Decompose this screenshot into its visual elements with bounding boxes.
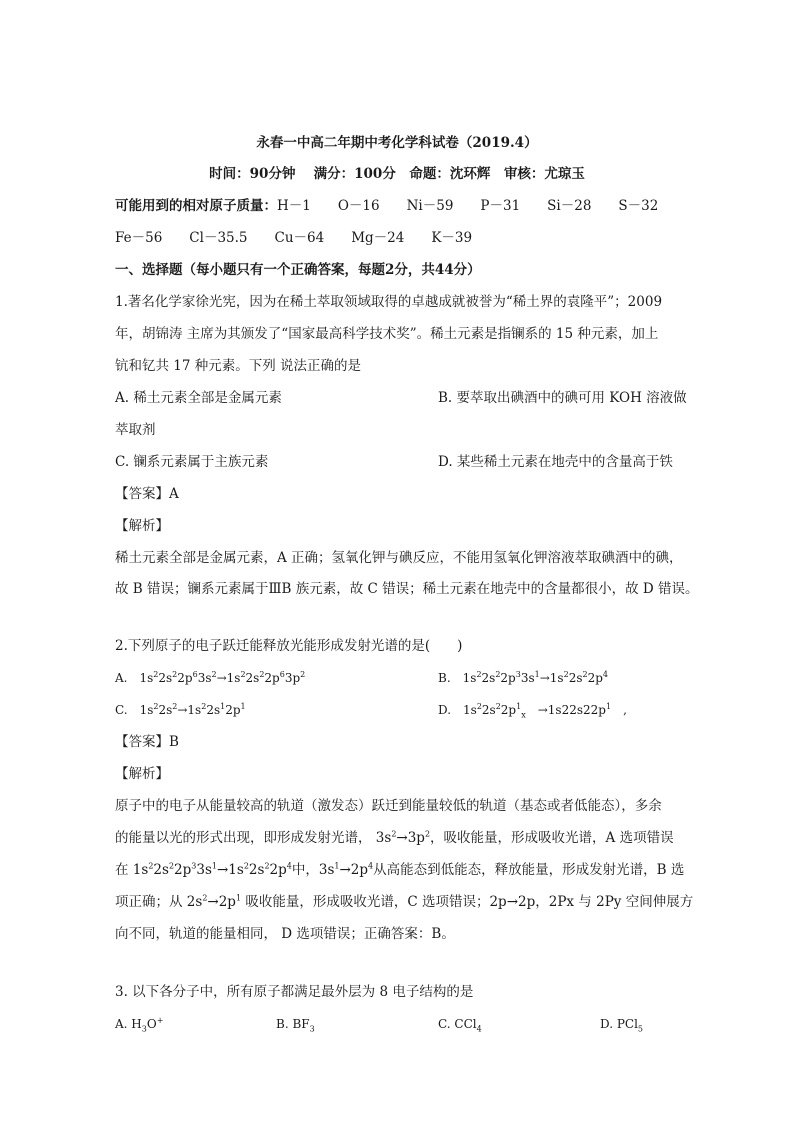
q2-analysis-label: 【解析】 bbox=[115, 766, 169, 782]
atomic-mass-label: 可能用到的相对原子质量： bbox=[115, 198, 277, 214]
q2-analysis-line-4: 项正确；从 $2s^2\to 2p^1$ 吸收能量，形成吸收光谱，C 选项错误；2p→2p，2Px 与 2Py 空间伸展方 bbox=[115, 893, 694, 910]
q3-option-a: A. $H_3O^+$ bbox=[115, 1016, 164, 1034]
q3-stem: 3. 以下各分子中，所有原子都满足最外层为 8 电子结构的是 bbox=[115, 984, 474, 1000]
q2-option-a: A. $1s^22s^22p^63s^2\to 1s^22s^22p^63p^2$ bbox=[115, 670, 306, 685]
q3-option-c: C. CCl$_4$ bbox=[438, 1017, 482, 1034]
q2-analysis-line-2: 的能量以光的形式出现，即形成发射光谱， $3s^2\to 3p^2$，吸收能量，形成吸收光谱，A 选项错误 bbox=[115, 829, 674, 846]
q2-analysis-line-3: 在 $1s^22s^22p^33s^1\to 1s^22s^22p^4$中，$3s^1\to 2p^4$从高能态到低能态，释放能量，形成发射光谱，B 选 bbox=[115, 861, 685, 878]
q1-stem-line-1: 1.著名化学家徐光宪，因为在稀土萃取领域取得的卓越成就被誉为“稀土界的袁隆平”；2009 bbox=[115, 294, 663, 310]
q1-analysis-label: 【解析】 bbox=[115, 518, 169, 534]
q1-option-c: C. 镧系元素属于主族元素 bbox=[115, 454, 269, 470]
q1-analysis-line-2: 故 B 错误；镧系元素属于ⅢB 族元素，故 C 错误；稀土元素在地壳中的含量都很小，故 D 错误。 bbox=[115, 581, 699, 597]
q2-stem: 2.下列原子的电子跃迁能释放光能形成发射光谱的是( ) bbox=[115, 638, 463, 654]
atomic-mass-line-1 bbox=[115, 197, 658, 215]
q2-option-c: C. $1s^22s^2\to 1s^22s^12p^1$ bbox=[115, 702, 246, 717]
q1-option-b: B. 要萃取出碘酒中的碘可用 KOH 溶液做 bbox=[438, 390, 687, 406]
q1-stem-line-3: 钪和钇共 17 种元素。下列 说法正确的是 bbox=[115, 358, 362, 374]
q1-option-d: D. 某些稀土元素在地壳中的含量高于铁 bbox=[438, 454, 673, 470]
q2-analysis-line-5: 向不同，轨道的能量相同， D 选项错误；正确答案：B。 bbox=[115, 926, 455, 942]
q2-option-d: D. $1s^22s^22p^1_x$ $\to 1s22s22p^1$ , bbox=[438, 702, 627, 720]
exam-meta: 时间：90分钟 满分：100分 命题：沈环辉 审核：尤琼玉 bbox=[209, 166, 585, 182]
q2-analysis-line-1: 原子中的电子从能量较高的轨道（激发态）跃迁到能量较低的轨道（基态或者低能态），多余 bbox=[115, 798, 662, 814]
atomic-mass-line-2: Fe－56 Cl－35.5 Cu－64 Mg－24 K－39 bbox=[115, 230, 473, 246]
q1-option-b-cont: 萃取剂 bbox=[115, 422, 156, 438]
exam-title: 永春一中高二年期中考化学科试卷（2019.4） bbox=[256, 135, 538, 151]
q1-analysis-line-1: 稀土元素全部是金属元素，A 正确；氢氧化钾与碘反应，不能用氢氧化钾溶液萃取碘酒中的碘， bbox=[115, 550, 683, 566]
q1-option-a: A. 稀土元素全部是金属元素 bbox=[115, 390, 282, 406]
q1-stem-line-2: 年，胡锦涛 主席为其颁发了“国家最高科学技术奖”。稀土元素是指镧系的 15 种元素，加上 bbox=[115, 326, 659, 342]
section-heading: 一、选择题（每小题只有一个正确答案，每题2分，共44分） bbox=[115, 262, 481, 278]
q3-option-b: B. $BF_3$ bbox=[276, 1017, 315, 1034]
q2-answer: 【答案】B bbox=[115, 734, 179, 750]
atomic-mass-values-1: H－1 O－16 Ni－59 P－31 Si－28 S－32 bbox=[277, 198, 659, 214]
q2-option-b: B. $1s^22s^22p^33s^1\to 1s^22s^22p^4$ bbox=[438, 670, 608, 685]
q1-answer: 【答案】A bbox=[115, 486, 179, 502]
q3-option-d: D. PCl$_5$ bbox=[600, 1017, 644, 1034]
